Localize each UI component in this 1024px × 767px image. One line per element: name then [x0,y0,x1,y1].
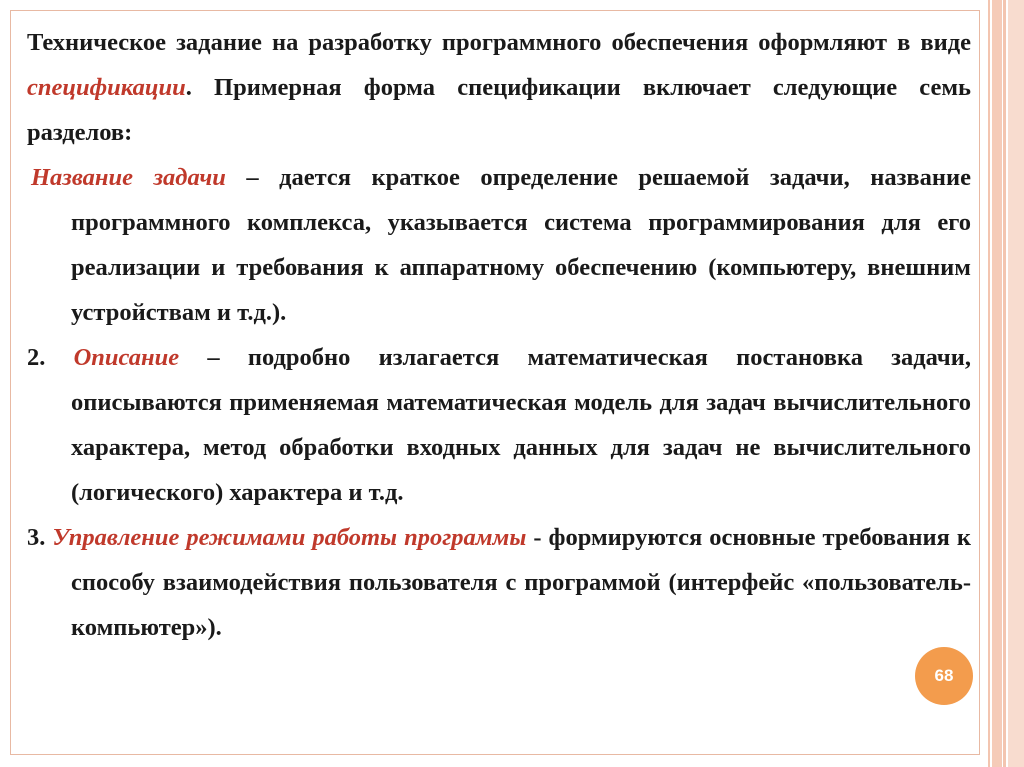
list-item-term: Название задачи [31,164,226,191]
intro-paragraph [27,20,971,155]
list-item-text: – подробно излагается математическая постановка задачи, описываются применяемая математическая модель для задач вычислительного характера, метод обработки входных данных для задач не вычислительного (логического) характера и т.д. [71,344,971,506]
decorative-stripe [1003,0,1006,767]
list-item-term: Описание [73,344,180,371]
page-number-badge [915,647,973,705]
page-number: 68 [934,666,954,685]
list-item-prefix: 2. [27,344,74,371]
list-item [27,335,971,515]
intro-text-1: Техническое задание на разработку программного обеспечения оформляют в виде [27,29,971,56]
list-item-text: – дается краткое определение решаемой задачи, название программного комплекса, указывается система программирования для его реализации и требования к аппаратному обеспечению (компьютеру, внешним устройствам и т.д.). [71,164,971,326]
decorative-stripe [1008,0,1024,767]
intro-highlight: спецификации [27,74,186,101]
decorative-stripe [988,0,990,767]
list-item [27,155,971,335]
list-item-text: - формируются основные требования к способу взаимодействия пользователя с программой (интерфейс «пользователь-компьютер»). [71,524,971,641]
intro-text-2: . Примерная форма спецификации включает следующие семь разделов: [27,74,971,146]
list-item-prefix: 3. [27,524,53,551]
list-item-term: Управление режимами работы программы [52,524,527,551]
list-item [27,515,971,650]
slide-body [27,20,971,650]
decorative-stripe [992,0,1002,767]
